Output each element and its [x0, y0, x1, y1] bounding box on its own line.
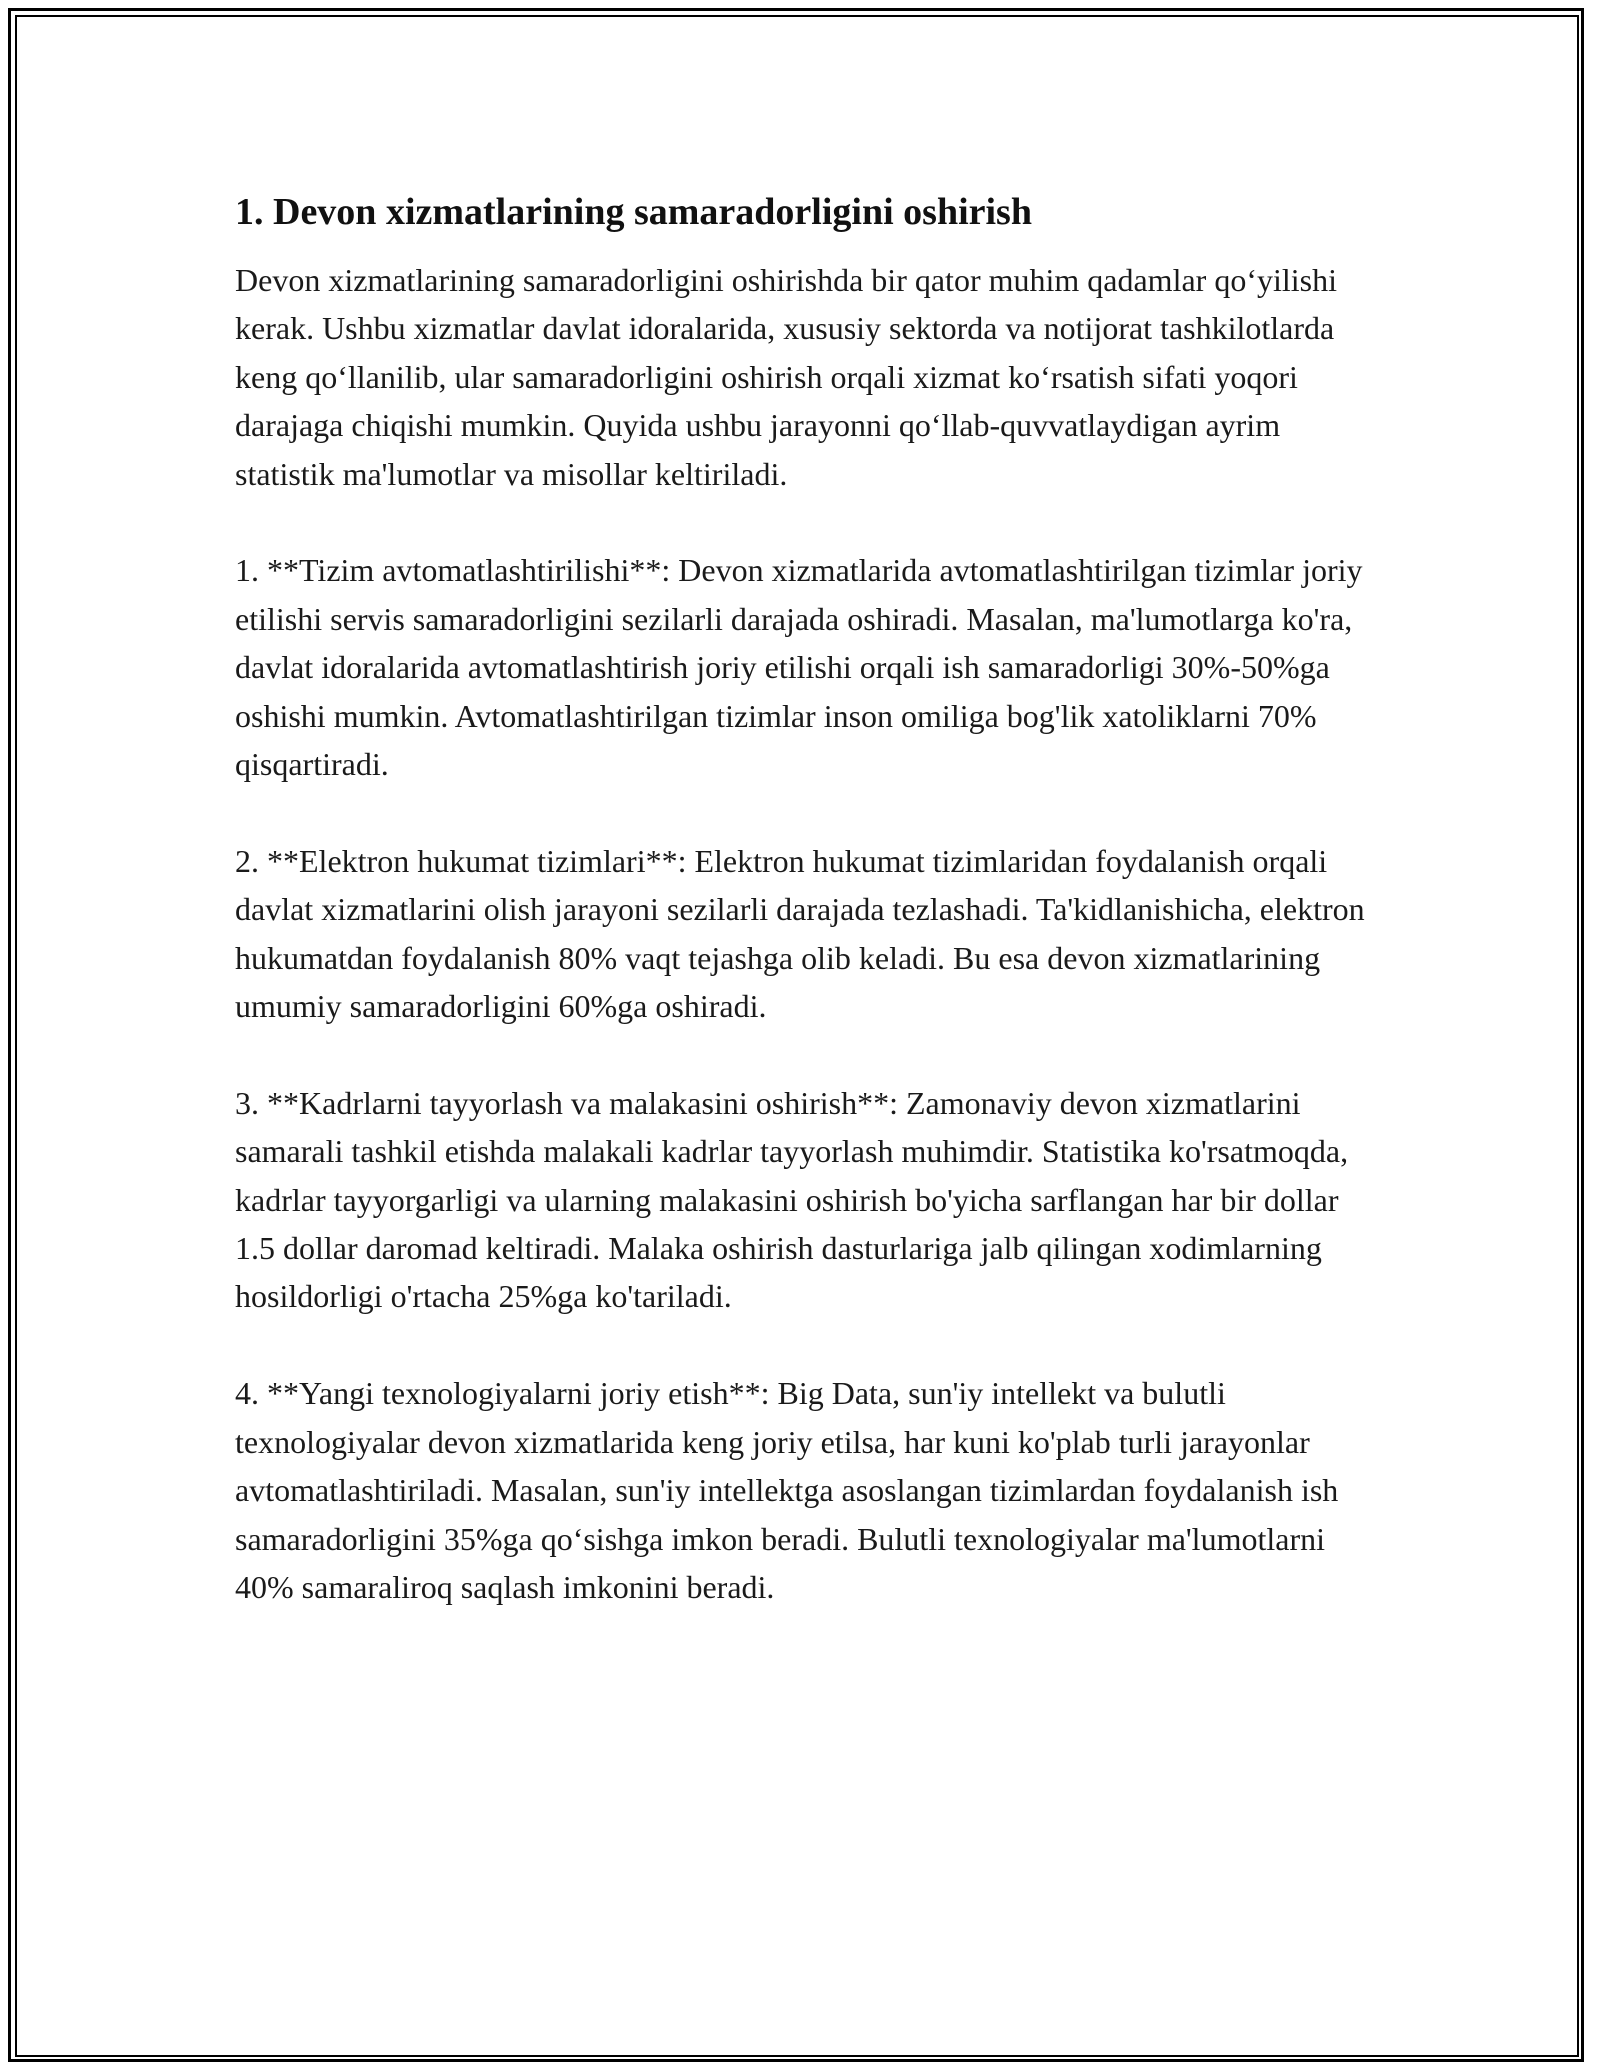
point-4-paragraph: 4. **Yangi texnologiyalarni joriy etish**: Big Data, sun'iy intellekt va bulutli texnologiyalar devon xizmatlarida keng joriy etilsa, har kuni ko'plab turli jarayonlar avtomatlashtiriladi. Masalan, sun'iy intellektga asoslangan tizimlardan foydalanish ish samaradorligini 35%ga qo‘sishga imkon beradi. Bulutli texnologiyalar ma'lumotlarni 40% samaraliroq saqlash imkonini beradi. [235, 1375, 1339, 1605]
document-body [235, 188, 1385, 1660]
point-1-paragraph: 1. **Tizim avtomatlashtirilishi**: Devon xizmatlarida avtomatlashtirilgan tizimlar joriy etilishi servis samaradorligini sezilarli darajada oshiradi. Masalan, ma'lumotlarga ko'ra, davlat idoralarida avtomatlashtirish joriy etilishi orqali ish samaradorligi 30%-50%ga oshishi mumkin. Avtomatlashtirilgan tizimlar inson omiliga bog'lik xatoliklarni 70% qisqartiradi. [235, 552, 1363, 783]
section-title: 1. Devon xizmatlarining samaradorligini oshirish [235, 191, 1032, 233]
intro-paragraph: Devon xizmatlarining samaradorligini oshirishda bir qator muhim qadamlar qo‘yilishi kerak. Ushbu xizmatlar davlat idoralarida, xususiy sektorda va notijorat tashkilotlarda keng qo‘llanilib, ular samaradorligini oshirish orqali xizmat ko‘rsatish sifati yoqori darajaga chiqishi mumkin. Quyida ushbu jarayonni qo‘llab-quvvatlaydigan ayrim statistik ma'lumotlar va misollar keltiriladi. [235, 262, 1337, 492]
point-3-paragraph: 3. **Kadrlarni tayyorlash va malakasini oshirish**: Zamonaviy devon xizmatlarini samarali tashkil etishda malakali kadrlar tayyorlash muhimdir. Statistika ko'rsatmoqda, kadrlar tayyorgarligi va ularning malakasini oshirish bo'yicha sarflangan har bir dollar 1.5 dollar daromad keltiradi. Malaka oshirish dasturlariga jalb qilingan xodimlarning hosildorligi o'rtacha 25%ga ko'tariladi. [235, 1084, 1349, 1315]
point-2-paragraph: 2. **Elektron hukumat tizimlari**: Elektron hukumat tizimlaridan foydalanish orqali davlat xizmatlarini olish jarayoni sezilarli darajada tezlashadi. Ta'kidlanishicha, elektron hukumatdan foydalanish 80% vaqt tejashga olib keladi. Bu esa devon xizmatlarining umumiy samaradorligini 60%ga oshiradi. [235, 842, 1365, 1025]
